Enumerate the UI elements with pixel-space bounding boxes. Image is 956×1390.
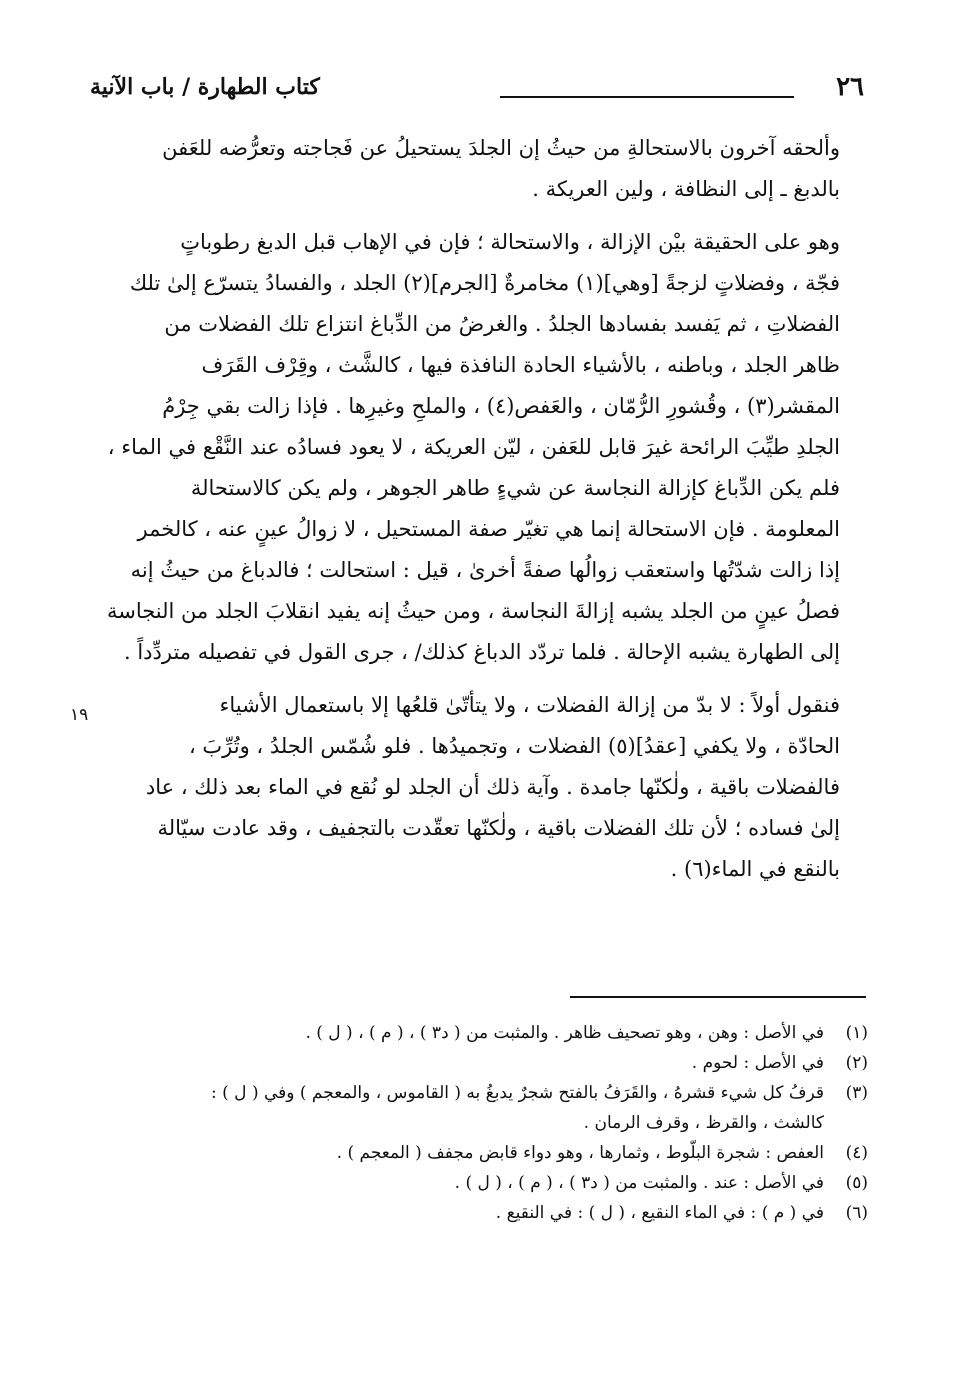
footnote xyxy=(100,1108,868,1138)
footnote-text: في الأصل : عند . والمثبت من ( د٣ ) ، ( م ) ، ( ل ) . xyxy=(454,1173,824,1193)
footnotes xyxy=(100,1018,868,1228)
footnote-text: العفص : شجرة البلّوط ، وثمارها ، وهو دواء قابض مجفف ( المعجم ) . xyxy=(336,1143,824,1163)
text-line: فصلُ عينٍ من الجلد يشبه إزالةَ النجاسة ، ومن حيثُ إنه يفيد انقلابَ الجلد من النجاسة xyxy=(107,599,840,623)
text-line: ظاهر الجلد ، وباطنه ، بالأشياء الحادة النافذة فيها ، كالشَّث ، وقِرْف القَرَف xyxy=(201,353,840,377)
text-line: فنقول أولاً : لا بدّ من إزالة الفضلات ، ولا يتأتّىٰ قلعُها إلا باستعمال الأشياء xyxy=(219,693,840,717)
text-line: الحادّة ، ولا يكفي [عقدُ](٥) الفضلات ، وتجميدُها . فلو شُمّس الجلدُ ، وتُرِّبَ ، xyxy=(188,734,840,758)
text-line: الفضلاتِ ، ثم يَفسد بفسادها الجلدُ . والغرضُ من الدِّباغ انتزاع تلك الفضلات من xyxy=(164,312,840,336)
footnote-number: (١) xyxy=(845,1023,868,1043)
text-line: فلم يكن الدِّباغ كإزالة النجاسة عن شيءٍ طاهر الجوهر ، ولم يكن كالاستحالة xyxy=(190,476,840,500)
footnote-text: كالشث ، والقرظ ، وقرف الرمان . xyxy=(583,1113,824,1133)
text-line: وهو على الحقيقة بيْن الإزالة ، والاستحالة ؛ فإن في الإهاب قبل الدبغ رطوباتٍ xyxy=(180,230,840,254)
text-line: وألحقه آخرون بالاستحالةِ من حيثُ إن الجلدَ يستحيلُ عن فَجاجته وتعرُّضه للعَفن xyxy=(162,136,840,160)
text-line: إلى الطهارة يشبه الإحالة . فلما تردّد الدباغ كذلك/ ، جرى القول في تفصيله متردِّداً . xyxy=(123,640,840,664)
footnote-number: (٤) xyxy=(845,1143,868,1163)
text-line: فالفضلات باقية ، ولٰكنّها جامدة . وآية ذلك أن الجلد لو نُقع في الماء بعد ذلك ، عاد xyxy=(145,775,840,799)
paragraph-2 xyxy=(106,222,868,673)
header-rule xyxy=(500,96,794,98)
margin-page-reference: ١٩ xyxy=(70,705,89,725)
footnote xyxy=(100,1168,868,1198)
footnote-text: في الأصل : وهن ، وهو تصحيف ظاهر . والمثبت من ( د٣ ) ، ( م ) ، ( ل ) . xyxy=(305,1023,824,1043)
text-line: بالدبغ ـ إلى النظافة ، ولين العريكة . xyxy=(532,177,840,201)
text-line: بالنقع في الماء(٦) . xyxy=(670,857,840,881)
footnote xyxy=(100,1018,868,1048)
footnote xyxy=(100,1198,868,1228)
footnote-text: في ( م ) : في الماء النقيع ، ( ل ) : في النقيع . xyxy=(495,1203,824,1223)
footnote-number: (٢) xyxy=(845,1053,868,1073)
footnote-text: قرفُ كل شيء قشرهُ ، والقَرَفُ بالفتح شجرٌ يدبغُ به ( القاموس ، والمعجم ) وفي ( ل ) : xyxy=(211,1083,824,1103)
footnote-number: (٦) xyxy=(845,1203,868,1223)
text-line: إذا زالت شدّتُها واستعقب زوالُها صفةً أخرىٰ ، قيل : استحالت ؛ فالدباغ من حيثُ إنه xyxy=(130,558,840,582)
paragraph-1 xyxy=(106,128,868,210)
footnote xyxy=(100,1138,868,1168)
footnote xyxy=(100,1048,868,1078)
text-line: المعلومة . فإن الاستحالة إنما هي تغيّر صفة المستحيل ، لا زوالُ عينٍ عنه ، كالخمر xyxy=(137,517,840,541)
page-header xyxy=(90,72,866,112)
running-title: كتاب الطهارة / باب الآنية xyxy=(90,74,320,100)
text-line: الجلدِ طيِّبَ الرائحة غيرَ قابل للعَفن ، ليّن العريكة ، لا يعود فسادُه عند النَّقْع في الماء ، xyxy=(107,435,840,459)
text-line: المقشر(٣) ، وقُشورِ الرُّمّان ، والعَفص(٤) ، والملحِ وغيرِها . فإذا زالت بقي جِرْمُ xyxy=(162,394,840,418)
footnote-number xyxy=(824,1108,868,1138)
footnote-number: (٣) xyxy=(845,1083,868,1103)
footnote-text: في الأصل : لحوم . xyxy=(691,1053,824,1073)
page-number: ٢٦ xyxy=(836,72,864,102)
footnote-rule xyxy=(570,996,866,998)
paragraph-3 xyxy=(106,685,868,890)
footnote xyxy=(100,1078,868,1108)
text-line: فجّة ، وفضلاتٍ لزجةً [وهي](١) مخامرةٌ [الجرم](٢) الجلد ، والفسادُ يتسرّع إلىٰ تلك xyxy=(129,271,840,295)
footnote-number: (٥) xyxy=(845,1173,868,1193)
text-line: إلىٰ فساده ؛ لأن تلك الفضلات باقية ، ولٰكنّها تعقّدت بالتجفيف ، وقد عادت سيّالة xyxy=(157,816,840,840)
main-text xyxy=(106,128,868,902)
